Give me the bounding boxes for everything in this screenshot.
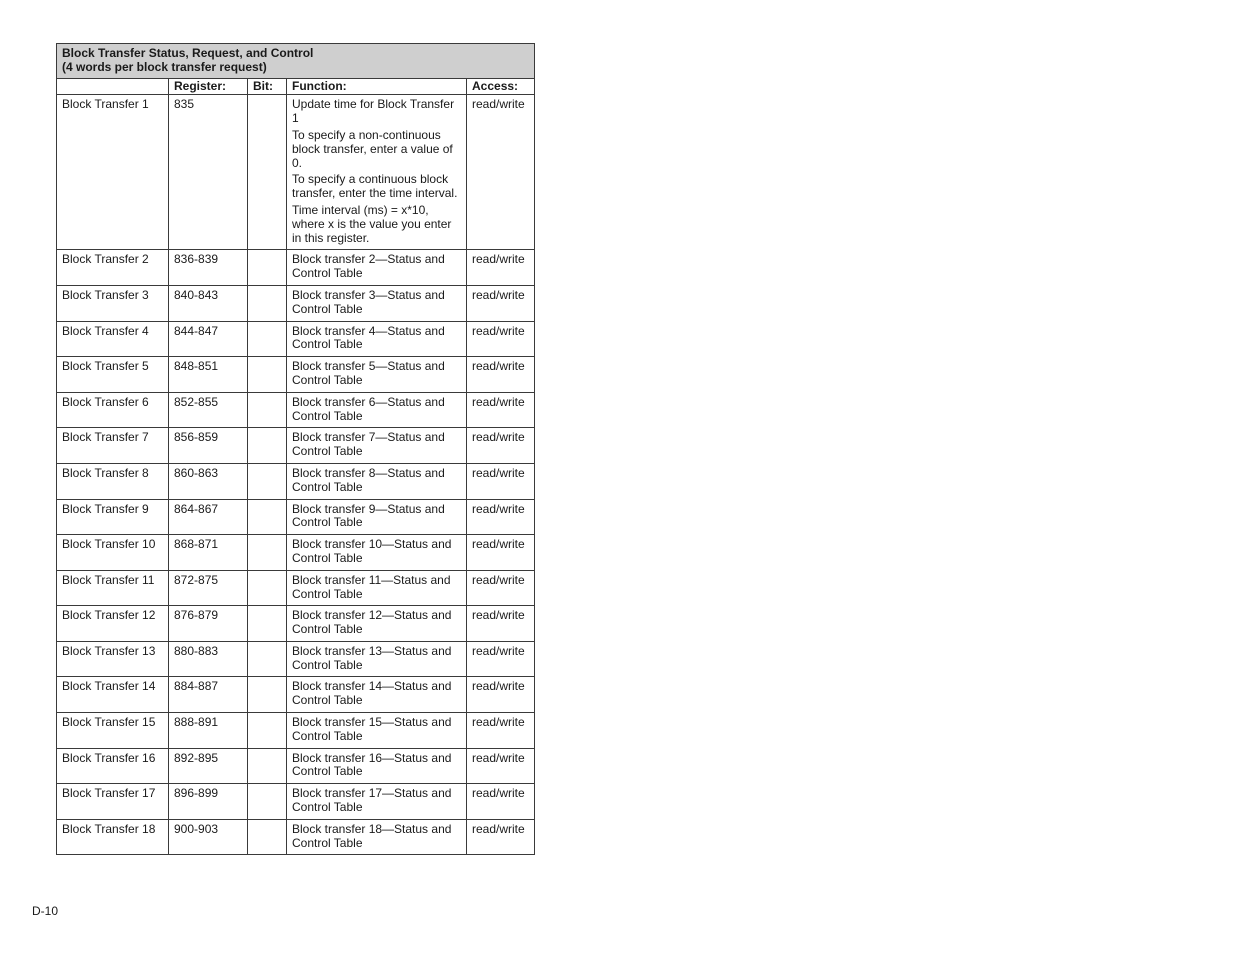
function-paragraph: To specify a continuous block transfer, enter the time interval. (292, 172, 458, 201)
row-register-cell: 876-879 (169, 606, 248, 642)
row-name-cell: Block Transfer 12 (57, 606, 169, 642)
row-register-cell: 835 (169, 95, 248, 250)
header-register: Register: (169, 78, 248, 95)
table-row (57, 641, 535, 677)
table-row (57, 677, 535, 713)
row-function-cell (287, 95, 467, 250)
header-access: Access: (467, 78, 535, 95)
row-access-cell: read/write (467, 570, 535, 606)
row-name-cell: Block Transfer 7 (57, 428, 169, 464)
row-function-cell: Block transfer 12—Status and Control Table (287, 606, 467, 642)
row-register-cell: 872-875 (169, 570, 248, 606)
row-name-cell: Block Transfer 15 (57, 713, 169, 749)
row-function-cell: Block transfer 6—Status and Control Table (287, 392, 467, 428)
row-bit-cell (248, 713, 287, 749)
row-access-cell: read/write (467, 499, 535, 535)
table-row (57, 250, 535, 286)
block-transfer-table (56, 43, 535, 855)
row-name-cell: Block Transfer 16 (57, 748, 169, 784)
row-register-cell: 892-895 (169, 748, 248, 784)
row-access-cell: read/write (467, 463, 535, 499)
row-register-cell: 836-839 (169, 250, 248, 286)
row-name-cell: Block Transfer 8 (57, 463, 169, 499)
row-function-cell: Block transfer 15—Status and Control Table (287, 713, 467, 749)
row-function-cell: Block transfer 10—Status and Control Table (287, 535, 467, 571)
row-register-cell: 896-899 (169, 784, 248, 820)
row-name-cell: Block Transfer 3 (57, 285, 169, 321)
row-function-cell: Block transfer 2—Status and Control Table (287, 250, 467, 286)
table-row (57, 285, 535, 321)
function-paragraph: Update time for Block Transfer 1 (292, 97, 455, 126)
row-bit-cell (248, 535, 287, 571)
row-bit-cell (248, 677, 287, 713)
row-function-cell: Block transfer 8—Status and Control Table (287, 463, 467, 499)
row-bit-cell (248, 321, 287, 357)
row-function-cell: Block transfer 5—Status and Control Table (287, 357, 467, 393)
table-row (57, 819, 535, 855)
row-function-cell: Block transfer 17—Status and Control Table (287, 784, 467, 820)
row-access-cell: read/write (467, 321, 535, 357)
row-register-cell: 860-863 (169, 463, 248, 499)
table-row (57, 428, 535, 464)
row-bit-cell (248, 285, 287, 321)
table-header-row (57, 78, 535, 95)
table-row (57, 95, 535, 250)
row-bit-cell (248, 819, 287, 855)
row-bit-cell (248, 95, 287, 250)
table-row (57, 499, 535, 535)
row-name-cell: Block Transfer 6 (57, 392, 169, 428)
row-name-cell: Block Transfer 11 (57, 570, 169, 606)
table-title-line1: Block Transfer Status, Request, and Control (62, 46, 314, 60)
row-access-cell: read/write (467, 250, 535, 286)
row-name-cell: Block Transfer 2 (57, 250, 169, 286)
row-bit-cell (248, 428, 287, 464)
row-access-cell: read/write (467, 677, 535, 713)
row-register-cell: 852-855 (169, 392, 248, 428)
table-row (57, 784, 535, 820)
function-paragraph: To specify a non-continuous block transfer, enter a value of 0. (292, 127, 453, 170)
row-name-cell: Block Transfer 17 (57, 784, 169, 820)
table-row (57, 606, 535, 642)
row-bit-cell (248, 641, 287, 677)
row-register-cell: 888-891 (169, 713, 248, 749)
row-bit-cell (248, 463, 287, 499)
table-row (57, 570, 535, 606)
row-bit-cell (248, 250, 287, 286)
row-access-cell: read/write (467, 819, 535, 855)
row-name-cell: Block Transfer 5 (57, 357, 169, 393)
header-name (57, 78, 169, 95)
row-function-cell: Block transfer 18—Status and Control Table (287, 819, 467, 855)
row-access-cell: read/write (467, 748, 535, 784)
row-name-cell: Block Transfer 10 (57, 535, 169, 571)
row-name-cell: Block Transfer 13 (57, 641, 169, 677)
row-register-cell: 848-851 (169, 357, 248, 393)
row-function-cell: Block transfer 7—Status and Control Table (287, 428, 467, 464)
row-name-cell: Block Transfer 4 (57, 321, 169, 357)
header-function: Function: (287, 78, 467, 95)
row-register-cell: 844-847 (169, 321, 248, 357)
row-access-cell: read/write (467, 784, 535, 820)
row-bit-cell (248, 499, 287, 535)
row-register-cell: 840-843 (169, 285, 248, 321)
row-register-cell: 880-883 (169, 641, 248, 677)
row-name-cell: Block Transfer 9 (57, 499, 169, 535)
row-access-cell: read/write (467, 95, 535, 250)
row-register-cell: 900-903 (169, 819, 248, 855)
row-access-cell: read/write (467, 606, 535, 642)
row-access-cell: read/write (467, 392, 535, 428)
table-row (57, 357, 535, 393)
row-function-cell: Block transfer 13—Status and Control Table (287, 641, 467, 677)
row-register-cell: 856-859 (169, 428, 248, 464)
row-access-cell: read/write (467, 357, 535, 393)
row-bit-cell (248, 357, 287, 393)
table-row (57, 748, 535, 784)
table-row (57, 392, 535, 428)
row-register-cell: 868-871 (169, 535, 248, 571)
row-function-cell: Block transfer 3—Status and Control Table (287, 285, 467, 321)
row-register-cell: 864-867 (169, 499, 248, 535)
row-register-cell: 884-887 (169, 677, 248, 713)
row-function-cell: Block transfer 16—Status and Control Table (287, 748, 467, 784)
table-row (57, 713, 535, 749)
row-name-cell: Block Transfer 14 (57, 677, 169, 713)
table-row (57, 321, 535, 357)
row-function-cell: Block transfer 9—Status and Control Table (287, 499, 467, 535)
row-function-cell: Block transfer 14—Status and Control Table (287, 677, 467, 713)
table-title-line2: (4 words per block transfer request) (62, 59, 267, 74)
row-access-cell: read/write (467, 641, 535, 677)
row-name-cell: Block Transfer 18 (57, 819, 169, 855)
header-bit: Bit: (248, 78, 287, 95)
row-access-cell: read/write (467, 428, 535, 464)
row-bit-cell (248, 570, 287, 606)
row-function-cell: Block transfer 4—Status and Control Table (287, 321, 467, 357)
row-bit-cell (248, 392, 287, 428)
row-bit-cell (248, 784, 287, 820)
row-bit-cell (248, 748, 287, 784)
function-paragraph: Time interval (ms) = x*10, where x is the value you enter in this register. (292, 202, 452, 245)
page-number: D-10 (32, 904, 59, 918)
table-title-row (57, 44, 535, 79)
row-bit-cell (248, 606, 287, 642)
table-title (57, 44, 535, 79)
table-row (57, 463, 535, 499)
row-function-cell: Block transfer 11—Status and Control Table (287, 570, 467, 606)
row-access-cell: read/write (467, 713, 535, 749)
row-name-cell: Block Transfer 1 (57, 95, 169, 250)
table-row (57, 535, 535, 571)
row-access-cell: read/write (467, 535, 535, 571)
row-access-cell: read/write (467, 285, 535, 321)
